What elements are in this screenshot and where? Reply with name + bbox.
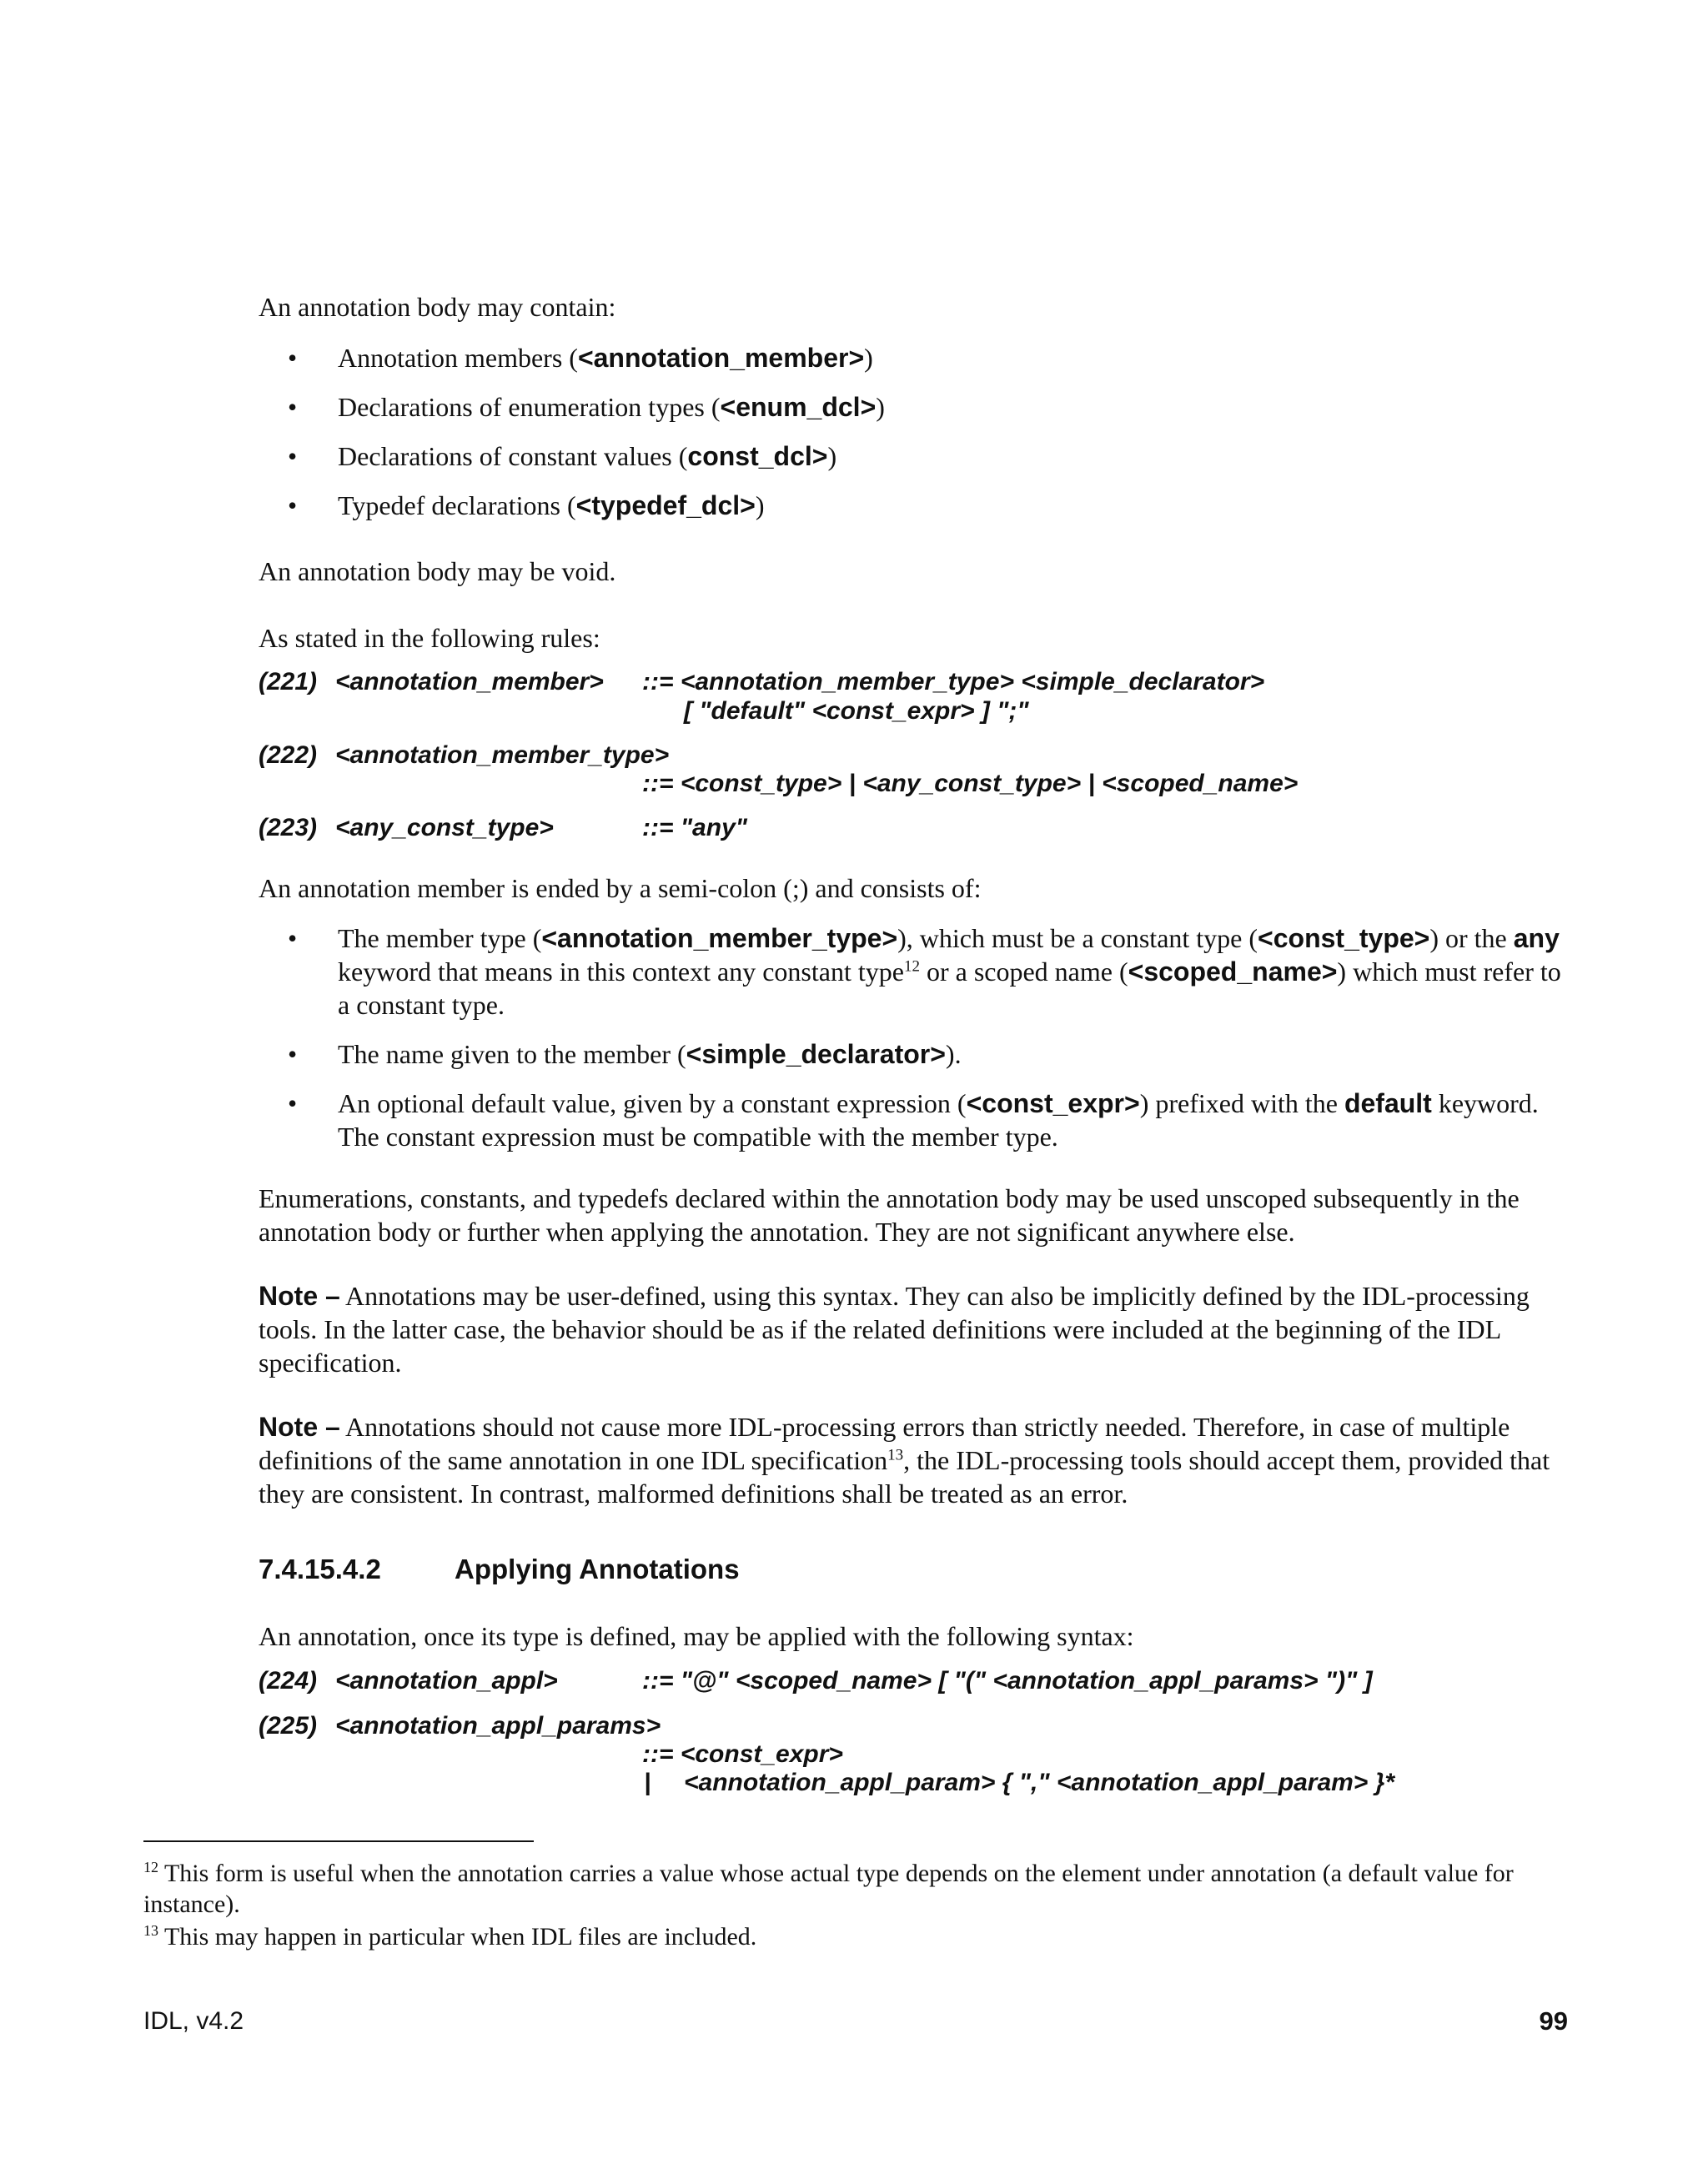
rule-definition-continued: [ "default" <const_expr> ] ";"	[684, 697, 1029, 725]
stated-paragraph: As stated in the following rules:	[259, 623, 600, 653]
rule-number: (222)	[259, 741, 318, 769]
bullet-icon: •	[288, 392, 298, 422]
section-number: 7.4.15.4.2	[259, 1554, 381, 1584]
rule-number: (221)	[259, 668, 318, 695]
bullet-icon: •	[288, 343, 298, 373]
list-item: Annotation members (<annotation_member>)	[338, 343, 873, 373]
rule-name: <annotation_appl>	[335, 1667, 558, 1695]
rule-name: <annotation_member_type>	[335, 741, 670, 769]
rule-name: <annotation_appl_params>	[335, 1712, 661, 1740]
footnote-12: $^{12}$ This form is useful when the annotation carries a value whose actual type depends on the element under annotation (a default value for instance).	[143, 1859, 1514, 1918]
rule-number: (224)	[259, 1667, 318, 1695]
list-item: The member type (<annotation_member_type>), which must be a constant type (<const_type>) or the any keyword that means in this context any constant type$^{12}$ or a scoped name (<scoped_name>) which must refer to a constant type.	[338, 923, 1561, 1020]
rule-name: <any_const_type>	[335, 814, 554, 841]
bullet-icon: •	[288, 923, 298, 953]
note-label: Note –	[259, 1412, 340, 1442]
bullet-icon: •	[288, 441, 298, 471]
list-item: Declarations of enumeration types (<enum_dcl>)	[338, 392, 885, 422]
rule-definition: ::= <annotation_member_type> <simple_declarator>	[642, 668, 1265, 695]
note-1: Note – Annotations may be user-defined, using this syntax. They can also be implicitly defined by the IDL-processing tools. In the latter case, the behavior should be as if the related definitions were included at the beginning of the IDL specification.	[259, 1281, 1530, 1378]
list-item: Declarations of constant values (const_dcl>)	[338, 441, 837, 471]
page-number: 99	[1539, 2006, 1568, 2036]
rule-number: (225)	[259, 1712, 318, 1740]
bullet-icon: •	[288, 490, 298, 520]
note-label: Note –	[259, 1281, 340, 1311]
footnote-13: $^{13}$ This may happen in particular when IDL files are included.	[143, 1922, 757, 1951]
void-paragraph: An annotation body may be void.	[259, 556, 616, 586]
rule-number: (223)	[259, 814, 318, 841]
intro-paragraph: An annotation body may contain:	[259, 292, 616, 322]
footnote-separator	[143, 1840, 534, 1842]
member-intro-paragraph: An annotation member is ended by a semi-colon (;) and consists of:	[259, 873, 982, 903]
bullet-icon: •	[288, 1039, 298, 1069]
rule-definition: ::= <const_expr>	[642, 1740, 843, 1768]
bullet-icon: •	[288, 1088, 298, 1118]
section-title: Applying Annotations	[455, 1554, 740, 1584]
applying-intro-paragraph: An annotation, once its type is defined, may be applied with the following syntax:	[259, 1621, 1134, 1651]
rule-definition: ::= "any"	[642, 814, 747, 841]
list-item: The name given to the member (<simple_declarator>).	[338, 1039, 962, 1069]
rule-definition-continued: <annotation_appl_param> { "," <annotation_appl_param> }*	[684, 1769, 1395, 1796]
rule-definition: ::= <const_type> | <any_const_type> | <scoped_name>	[642, 770, 1299, 797]
rule-definition: ::= "@" <scoped_name> [ "(" <annotation_appl_params> ")" ]	[642, 1667, 1373, 1695]
list-item: Typedef declarations (<typedef_dcl>)	[338, 490, 765, 520]
footer-document-label: IDL, v4.2	[143, 2007, 244, 2035]
enum-paragraph: Enumerations, constants, and typedefs declared within the annotation body may be used unscoped subsequently in the annotation body or further when applying the annotation. They are not significant anywhere else.	[259, 1183, 1520, 1247]
rule-name: <annotation_member>	[335, 668, 604, 695]
rule-alternative-bar: |	[644, 1769, 651, 1796]
note-2: Note – Annotations should not cause more IDL-processing errors than strictly needed. Therefore, in case of multiple definitions of the same annotation in one IDL specification$^{13}$, the IDL-processing tools should accept them, provided that they are consistent. In contrast, malformed definitions shall be treated as an error.	[259, 1412, 1550, 1509]
list-item: An optional default value, given by a constant expression (<const_expr>) prefixed with the default keyword. The constant expression must be compatible with the member type.	[338, 1088, 1539, 1152]
